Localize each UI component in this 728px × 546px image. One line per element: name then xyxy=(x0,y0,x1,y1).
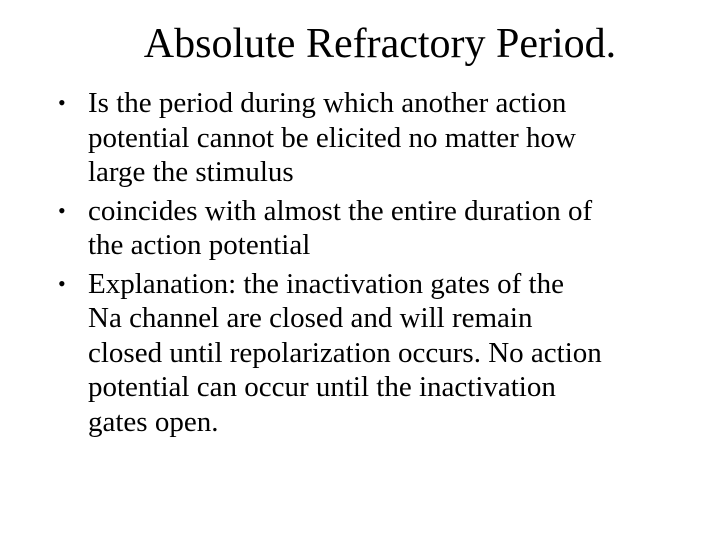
bullet-line: closed until repolarization occurs. No action xyxy=(88,336,602,369)
bullet-icon: • xyxy=(58,197,66,223)
bullet-item-duration xyxy=(58,194,698,263)
bullet-line: coincides with almost the entire duration of xyxy=(88,194,593,227)
bullet-line: potential can occur until the inactivation xyxy=(88,371,556,403)
bullet-item-explanation xyxy=(58,267,698,440)
bullet-item-definition xyxy=(58,86,698,190)
bullet-line: Na channel are closed and will remain xyxy=(88,302,533,334)
bullet-icon: • xyxy=(58,270,66,296)
bullet-list xyxy=(58,86,698,443)
bullet-line: large the stimulus xyxy=(88,156,294,188)
slide-title: Absolute Refractory Period. xyxy=(143,21,617,67)
bullet-line: gates open. xyxy=(88,405,219,438)
bullet-line: Is the period during which another action xyxy=(88,87,567,119)
bullet-line: Explanation: the inactivation gates of the xyxy=(88,267,564,300)
bullet-line: potential cannot be elicited no matter how xyxy=(88,121,577,154)
bullet-icon: • xyxy=(58,90,66,115)
bullet-line: the action potential xyxy=(88,229,311,261)
